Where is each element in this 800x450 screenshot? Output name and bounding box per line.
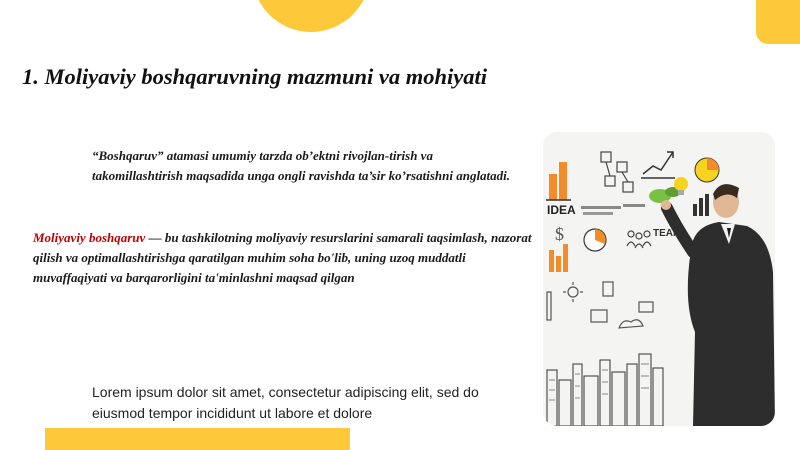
highlighted-term: Moliyaviy boshqaruv [33,230,146,245]
term-definition: — bu tashkilotning moliyaviy resurslarini samarali taqsimlash, nazorat qilish va optimallashtirishga qaratilgan muhim soha bo'lib, uning uzoq muddatli muvaffaqiyati va barqarorligini ta'minlashni maqsad qilgan [33,230,532,285]
idea-sketch-text: IDEA [547,203,576,217]
paragraph-moliyaviy-boshqaruv-definition [33,228,538,288]
pie-chart-sketch-icon [695,158,719,182]
orange-pie-chart-icon [584,229,606,251]
businessman-illustration [543,132,775,426]
businessman-drawing-idea-sketches-icon [543,132,775,426]
team-sketch-text: TEAM [653,228,682,239]
paragraph-boshqaruv-definition: “Boshqaruv” atamasi umumiy tarzda ob’ektni rivojlan-tirish va takomillashtirish maqsadida unga ongli ravishda ta’sir ko’rsatishni anglatadi. [92,148,511,183]
decorative-bottom-bar [45,428,350,450]
decorative-top-shape [252,0,370,32]
placeholder-text: Lorem ipsum dolor sit amet, consectetur adipiscing elit, sed do eiusmod tempor incididunt ut labore et dolore [92,384,479,421]
decorative-corner-shape [756,0,800,44]
slide-title: 1. Moliyaviy boshqaruvning mazmuni va mohiyati [22,64,488,89]
dollar-sign-icon: $ [555,224,564,244]
